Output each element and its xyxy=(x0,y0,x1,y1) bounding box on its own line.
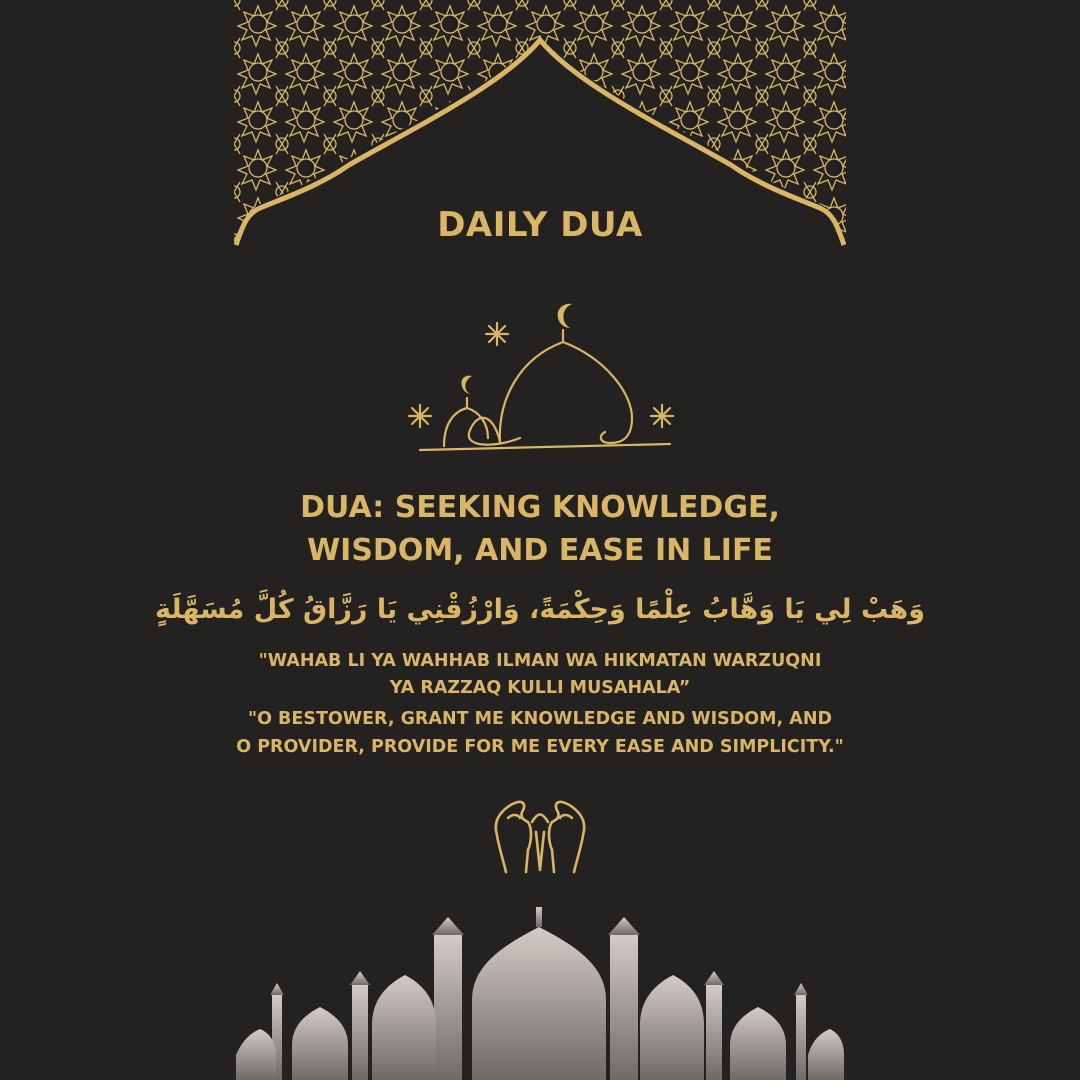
transliteration-line-2: YA RAZZAQ KULLI MUSAHALA” xyxy=(389,678,691,698)
page-title: DAILY DUA xyxy=(437,205,643,245)
transliteration xyxy=(0,648,1080,702)
mosque-skyline-silhouette xyxy=(236,905,844,1080)
praying-hands-icon xyxy=(488,798,592,878)
translation-line-1: "O BESTOWER, GRANT ME KNOWLEDGE AND WISDOM, AND xyxy=(247,709,833,729)
dua-heading xyxy=(0,486,1080,572)
dua-heading-line-2: WISDOM, AND EASE IN LIFE xyxy=(307,533,773,568)
arabic-text: وَهَبْ لِي يَا وَهَّابُ عِلْمًا وَحِكْمَةً، وَارْزُقْنِي يَا رَزَّاقُ كُلَّ مُسَهَّلَةٍ xyxy=(154,594,926,625)
dua-heading-line-1: DUA: SEEKING KNOWLEDGE, xyxy=(300,490,780,525)
mosque-line-art-icon xyxy=(400,298,680,458)
translation xyxy=(0,705,1080,761)
translation-line-2: O PROVIDER, PROVIDE FOR ME EVERY EASE AND SIMPLICITY." xyxy=(236,737,844,757)
transliteration-line-1: "WAHAB LI YA WAHHAB ILMAN WA HIKMATAN WARZUQNI xyxy=(258,651,822,671)
